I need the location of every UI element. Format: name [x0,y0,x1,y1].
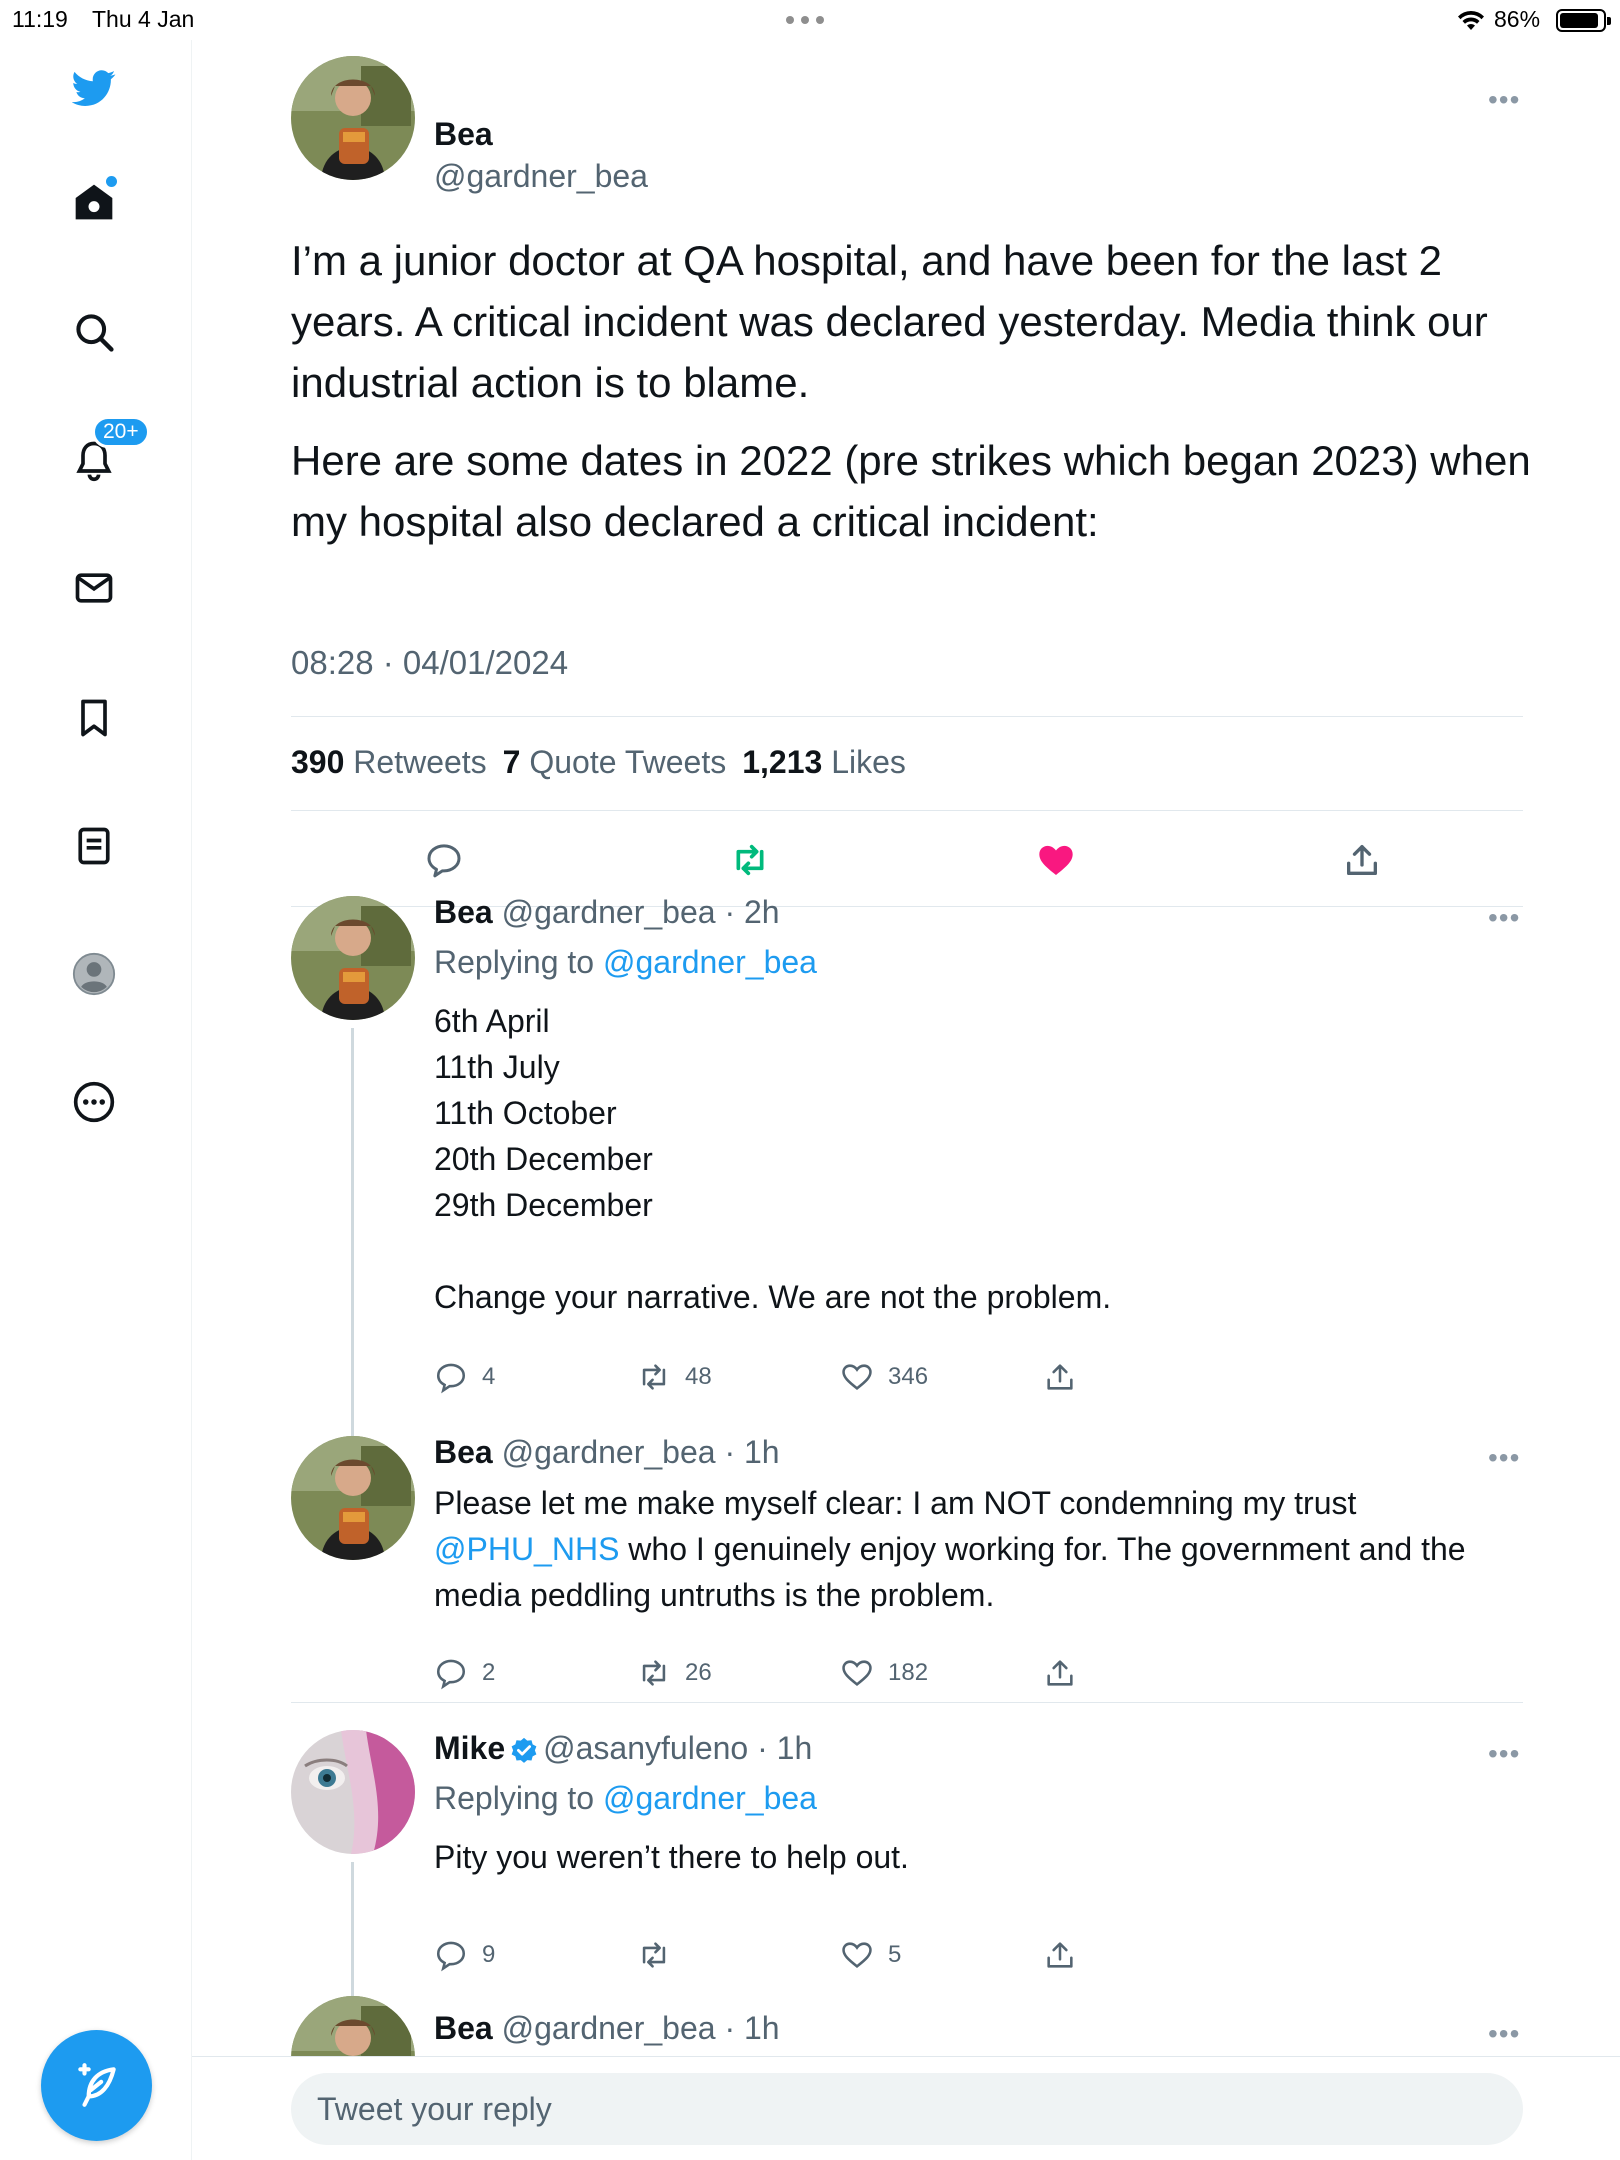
tweet-text-paragraph-2: Here are some dates in 2022 (pre strikes which began 2023) when my hospital also declared a critical incident: [291,437,1531,545]
tweet-stats [291,744,906,781]
status-date: Thu 4 Jan [92,6,195,32]
reply-bubble-icon [424,840,464,880]
reply-actions [434,1656,1246,1690]
reply-actions [434,1360,1246,1394]
replying-to-link[interactable]: @gardner_bea [602,1780,817,1816]
avatar-bea[interactable] [291,896,415,1020]
status-time: 11:19 [12,6,68,32]
reply-text: 6th April 11th July 11th October 20th December 29th December Change your narrative. We are not the problem. [434,1003,1112,1315]
retweet-icon [637,1360,671,1394]
reply-header[interactable]: Mike @asanyfuleno · 1h [434,1730,813,1766]
battery-icon [1556,9,1606,32]
reply-bubble-icon [434,1656,468,1690]
home-unread-dot [106,176,117,187]
reply-bubble-icon [434,1938,468,1972]
replying-to-link[interactable]: @gardner_bea [602,944,817,980]
like-button[interactable] [1036,840,1076,885]
divider [291,716,1523,717]
like-button[interactable]: 346 [840,1360,1043,1394]
author-handle[interactable]: @gardner_bea [434,158,648,194]
retweet-icon [637,1938,671,1972]
battery-percent: 86% [1494,6,1541,32]
verified-badge-icon [509,1736,539,1766]
heart-icon [840,1360,874,1394]
messages-envelope-icon[interactable] [68,562,120,614]
twitter-logo-icon[interactable] [68,62,120,114]
tweet-text-paragraph-1: I’m a junior doctor at QA hospital, and have been for the last 2 years. A critical incident was declared yesterday. Media think our industrial action is to blame. [291,237,1488,406]
reply-bubble-icon [434,1360,468,1394]
tweet-timestamp[interactable]: 08:28 · 04/01/2024 [291,644,569,681]
feather-plus-icon [72,2061,122,2111]
sidebar-nav [0,40,192,2160]
notifications-badge: 20+ [92,416,150,448]
compose-tweet-button[interactable] [41,2030,152,2141]
replying-to: Replying to @gardner_bea [434,944,817,980]
reply-actions [434,1938,1246,1972]
reply-more-icon[interactable]: ••• [1488,1442,1521,1473]
reply-header[interactable]: Bea @gardner_bea · 1h [434,1434,780,1470]
reply-header[interactable]: Bea @gardner_bea · 1h [434,2010,780,2046]
reply-button[interactable] [424,840,464,885]
reply-more-icon[interactable]: ••• [1488,1738,1521,1769]
share-icon [1043,1938,1077,1972]
reply-composer-bar [192,2056,1620,2160]
retweet-icon [730,840,770,880]
heart-filled-icon [1036,840,1076,880]
retweet-icon [637,1656,671,1690]
reply-more-icon[interactable]: ••• [1488,2018,1521,2049]
home-icon[interactable] [68,176,120,228]
avatar-mike[interactable] [291,1730,415,1854]
lists-icon[interactable] [68,820,120,872]
quote-tweets-stat[interactable]: 7 Quote Tweets [502,744,727,780]
share-button[interactable] [1043,1938,1246,1972]
replying-to: Replying to @gardner_bea [434,1780,817,1816]
heart-icon [840,1656,874,1690]
avatar-bea[interactable] [291,1436,415,1560]
profile-avatar-icon[interactable] [68,948,120,1000]
reply-button[interactable]: 9 [434,1938,637,1972]
reply-text: Pity you weren’t there to help out. [434,1839,909,1875]
divider [291,1702,1523,1703]
retweet-button[interactable]: 48 [637,1360,840,1394]
notifications-bell-icon[interactable] [68,420,139,486]
reply-input[interactable] [291,2073,1523,2145]
share-button[interactable] [1043,1360,1246,1394]
reply-header[interactable]: Bea @gardner_bea · 2h [434,894,780,930]
retweet-button[interactable] [637,1938,840,1972]
share-icon [1043,1360,1077,1394]
reply-text: Please let me make myself clear: I am NOT condemning my trust @PHU_NHS who I genuinely enjoy working for. The government and the media peddling untruths is the problem. [434,1485,1466,1613]
share-icon [1043,1656,1077,1690]
like-button[interactable]: 5 [840,1938,1043,1972]
retweets-stat[interactable]: 390 Retweets [291,744,487,780]
reply-more-icon[interactable]: ••• [1488,902,1521,933]
reply-button[interactable]: 4 [434,1360,637,1394]
reply-button[interactable]: 2 [434,1656,637,1690]
likes-stat[interactable]: 1,213 Likes [742,744,906,780]
author-name[interactable]: Bea [434,116,493,152]
tweet-more-icon[interactable]: ••• [1488,84,1521,115]
bookmark-icon[interactable] [68,692,120,744]
more-options-icon[interactable] [68,1076,120,1128]
divider [291,810,1523,811]
status-bar [0,0,1620,40]
share-icon [1342,840,1382,880]
avatar-bea[interactable] [291,56,415,180]
mention-link[interactable]: @PHU_NHS [434,1531,620,1567]
retweet-button[interactable] [730,840,770,885]
thread-connector [351,1028,354,1468]
wifi-icon [1456,8,1486,32]
multitasking-dots-icon[interactable] [786,16,824,24]
share-button[interactable] [1043,1656,1246,1690]
retweet-button[interactable]: 26 [637,1656,840,1690]
like-button[interactable]: 182 [840,1656,1043,1690]
heart-icon [840,1938,874,1972]
share-button[interactable] [1342,840,1382,885]
search-icon[interactable] [68,306,120,358]
